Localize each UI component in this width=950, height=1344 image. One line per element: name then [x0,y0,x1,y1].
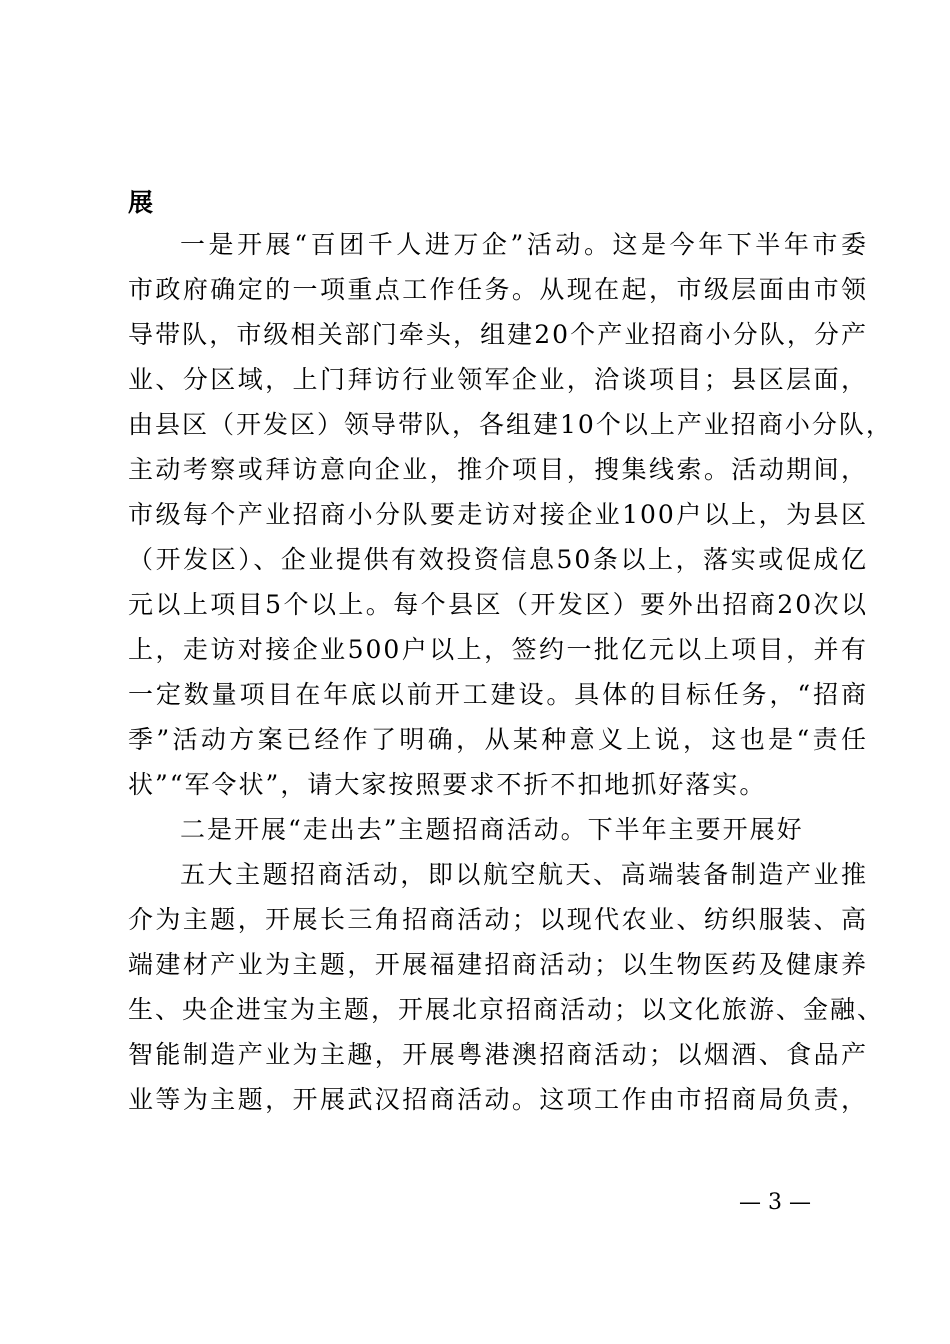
text-line: 智能制造产业为主趣，开展粤港澳招商活动；以烟酒、食品产 [128,1040,868,1069]
continued-heading: 展 [128,188,154,217]
text-line: 生、央企进宝为主题，开展北京招商活动；以文化旅游、金融、 [128,995,885,1024]
text-line: （开发区）、企业提供有效投资信息50条以上，落实或促成亿 [128,545,868,574]
text-line: 季”活动方案已经作了明确，从某种意义上说，这也是“责任 [128,725,868,754]
text-line: 一是开展“百团千人进万企”活动。这是今年下半年市委 [180,230,868,259]
text-line: 五大主题招商活动，即以航空航天、高端装备制造产业推 [180,860,868,889]
text-line: 市级每个产业招商小分队要走访对接企业100户以上，为县区 [128,500,868,529]
text-line: 上，走访对接企业500户以上，签约一批亿元以上项目，并有 [128,635,868,664]
text-line: 主动考察或拜访意向企业，推介项目，搜集线索。活动期间， [128,455,868,484]
text-line: 二是开展“走出去”主题招商活动。下半年主要开展好 [180,815,804,844]
text-line: 业、分区域，上门拜访行业领军企业，洽谈项目；县区层面， [128,365,868,394]
text-line: 状”“军令状”，请大家按照要求不折不扣地抓好落实。 [128,770,767,799]
text-line: 介为主题，开展长三角招商活动；以现代农业、纺织服装、高 [128,905,868,934]
text-line: 市政府确定的一项重点工作任务。从现在起，市级层面由市领 [128,275,868,304]
text-line: 由县区（开发区）领导带队，各组建10个以上产业招商小分队， [128,410,893,439]
text-line: 一定数量项目在年底以前开工建设。具体的目标任务，“招商 [128,680,868,709]
text-line: 业等为主题，开展武汉招商活动。这项工作由市招商局负责， [128,1085,868,1114]
text-line: 导带队，市级相关部门牵头，组建20个产业招商小分队，分产 [128,320,868,349]
page-number: — 3 — [739,1190,811,1215]
text-line: 端建材产业为主题，开展福建招商活动；以生物医药及健康养 [128,950,868,979]
text-line: 元以上项目5个以上。每个县区（开发区）要外出招商20次以 [128,590,868,619]
